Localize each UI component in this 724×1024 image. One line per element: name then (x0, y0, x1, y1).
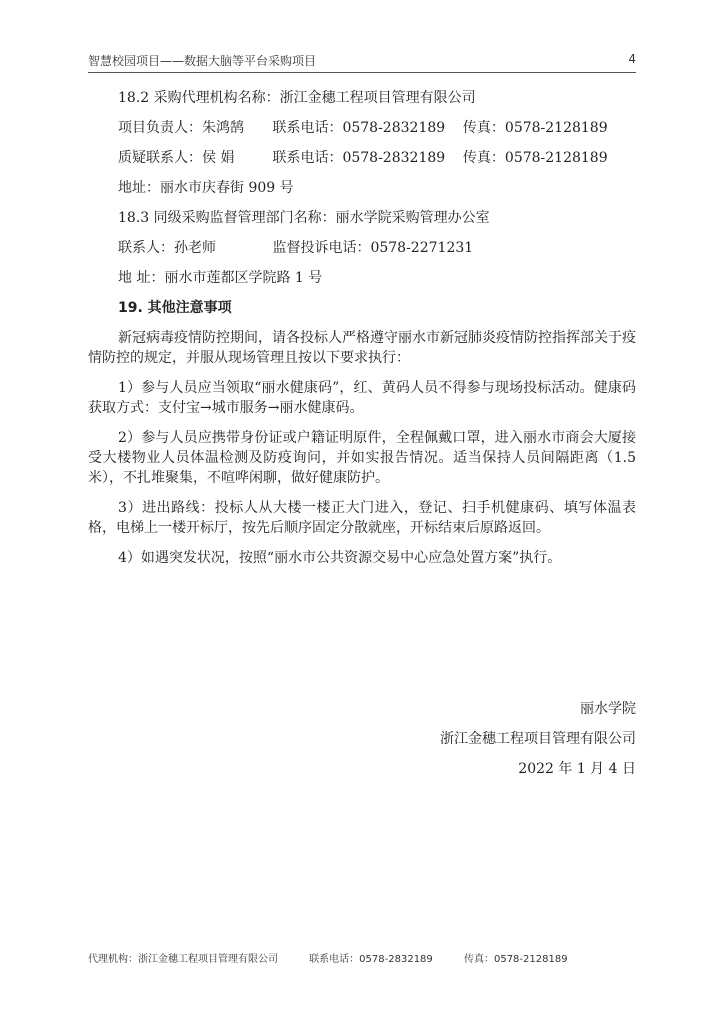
agency-address: 地址：丽水市庆春街 909 号 (118, 180, 294, 196)
footer-fax: 传真：0578-2128189 (463, 954, 568, 965)
page-footer (88, 950, 636, 965)
section-18-2-title: 18.2 采购代理机构名称：浙江金穗工程项目管理有限公司 (118, 90, 476, 106)
notice-item-1: 1）参与人员应当领取“丽水健康码”，红、黄码人员不得参与现场投标活动。健康码获取方式：支付宝→城市服务→丽水健康码。 (88, 380, 636, 416)
project-lead-label: 项目负责人：朱鸿鹄 (118, 120, 244, 136)
section-18-3-title: 18.3 同级采购监督管理部门名称：丽水学院采购管理办公室 (118, 210, 490, 226)
signature-date: 2022 年 1 月 4 日 (518, 761, 636, 777)
section-19-heading: 19. 其他注意事项 (118, 300, 232, 316)
supervision-contact-row (88, 238, 636, 258)
query-contact-phone: 联系电话：0578-2832189 (272, 150, 446, 166)
project-lead-phone: 联系电话：0578-2832189 (272, 120, 446, 136)
notice-item-3: 3）进出路线：投标人从大楼一楼正大门进入，登记、扫手机健康码、填写体温表格，电梯上一楼开标厅，按先后顺序固定分散就座，开标结束后原路返回。 (88, 500, 636, 536)
project-lead-row (88, 118, 636, 138)
query-contact-fax: 传真：0578-2128189 (462, 150, 608, 166)
query-contact-label: 质疑联系人：侯 娟 (118, 150, 235, 166)
supervision-address: 地 址：丽水市莲都区学院路 1 号 (118, 270, 323, 286)
page-number: 4 (628, 52, 636, 66)
header-title: 智慧校园项目——数据大脑等平台采购项目 (88, 54, 317, 68)
document-body (88, 88, 636, 578)
signature-org-1: 丽水学院 (580, 701, 636, 717)
signature-org-2: 浙江金穗工程项目管理有限公司 (440, 731, 636, 747)
footer-agency: 代理机构：浙江金穗工程项目管理有限公司 (88, 954, 278, 965)
supervision-contact: 联系人：孙老师 (118, 240, 216, 256)
notice-item-4: 4）如遇突发状况，按照“丽水市公共资源交易中心应急处置方案”执行。 (118, 550, 562, 566)
page-header (88, 52, 636, 73)
complaint-phone: 监督投诉电话：0578-2271231 (272, 240, 474, 256)
notice-item-2: 2）参与人员应携带身份证或户籍证明原件，全程佩戴口罩，进入丽水市商会大厦接受大楼物业人员体温检测及防疫询问，并如实报告情况。适当保持人员间隔距离（1.5米），不扎堆聚集，不喧哗闲聊，做好健康防护。 (88, 430, 636, 486)
footer-phone: 联系电话：0578-2832189 (309, 954, 433, 965)
section-19-intro: 新冠病毒疫情防控期间，请各投标人严格遵守丽水市新冠肺炎疫情防控指挥部关于疫情防控的规定，并服从现场管理且按以下要求执行： (88, 330, 636, 366)
query-contact-row (88, 148, 636, 168)
project-lead-fax: 传真：0578-2128189 (462, 120, 608, 136)
